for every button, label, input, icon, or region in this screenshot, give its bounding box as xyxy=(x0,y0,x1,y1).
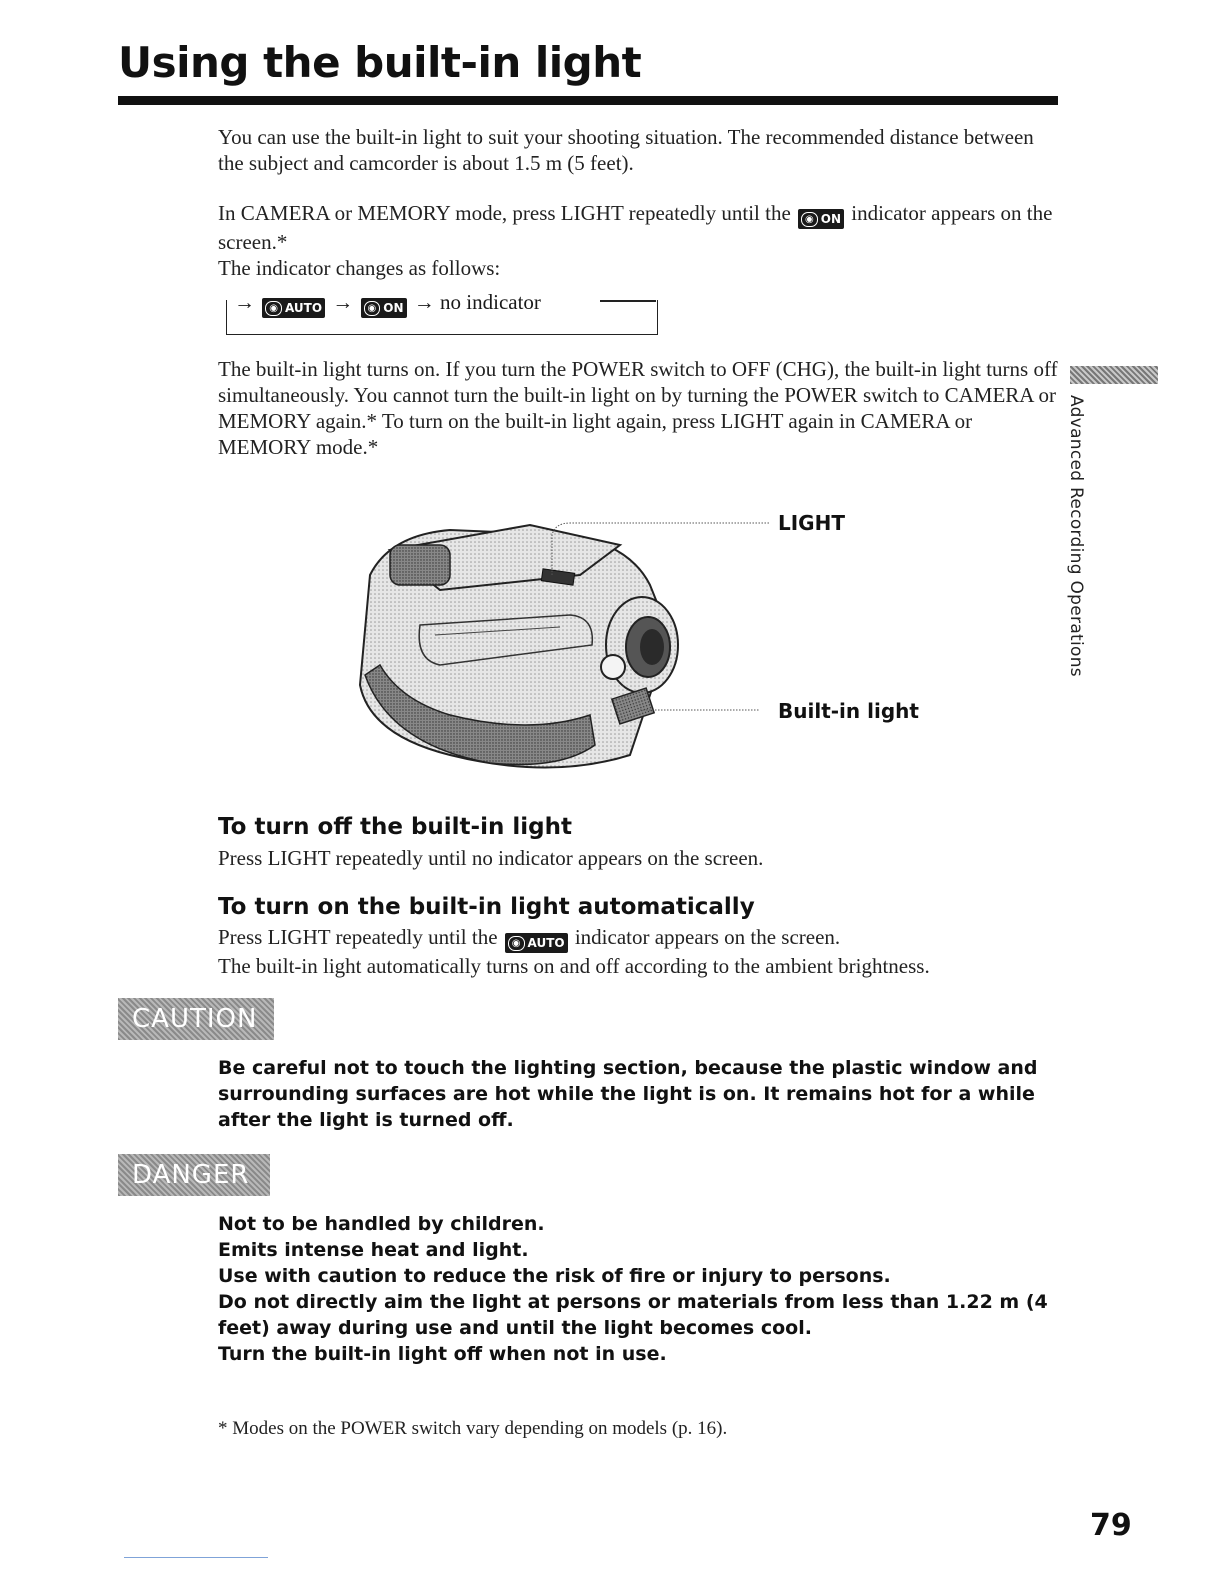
indicator-on-label: ON xyxy=(383,301,404,315)
instruction-changes: The indicator changes as follows: xyxy=(218,256,501,280)
indicator-auto-label: AUTO xyxy=(527,936,565,950)
body-paragraph: The built-in light turns on. If you turn the POWER switch to OFF (CHG), the built-in light turns off simultaneously. You cannot turn the built-in light on by turning the POWER switch to CAMERA or MEMORY again.* To turn on the built-in light again, press LIGHT again in CAMERA or MEMORY mode.* xyxy=(218,357,1058,459)
danger-line: Do not directly aim the light at persons or materials from less than 1.22 m (4 feet) away during use and until the light becomes cool. xyxy=(218,1291,1048,1339)
arrow-icon: → xyxy=(234,290,255,314)
title-rule xyxy=(118,96,1058,105)
page-number: 79 xyxy=(1090,1508,1132,1543)
section-tab-marker xyxy=(1070,366,1158,384)
light-on-indicator-icon: ◉ ON xyxy=(361,298,407,318)
no-indicator-label: no indicator xyxy=(440,290,541,314)
bottom-rule xyxy=(124,1557,268,1558)
caution-label: CAUTION xyxy=(118,998,274,1040)
danger-line: Turn the built-in light off when not in use. xyxy=(218,1343,667,1365)
camcorder-drawing xyxy=(330,505,950,805)
auto-on-text xyxy=(218,924,1058,979)
arrow-icon: → xyxy=(332,290,354,314)
light-auto-indicator-icon: ◉ AUTO xyxy=(505,933,568,953)
intro-paragraph: You can use the built-in light to suit your shooting situation. The recommended distance between the subject and camcorder is about 1.5 m (5 feet). xyxy=(218,125,1034,175)
camcorder-illustration xyxy=(330,505,950,805)
turn-off-text: Press LIGHT repeatedly until no indicator appears on the screen. xyxy=(218,846,764,870)
section-tab-label: Advanced Recording Operations xyxy=(1066,395,1086,677)
light-auto-indicator-icon: ◉ AUTO xyxy=(262,298,325,318)
danger-text xyxy=(218,1211,1078,1367)
auto-on-heading: To turn on the built-in light automatically xyxy=(218,894,755,920)
instruction-before: In CAMERA or MEMORY mode, press LIGHT repeatedly until the xyxy=(218,201,791,225)
indicator-auto-label: AUTO xyxy=(284,301,323,315)
instruction-paragraph xyxy=(218,200,1058,281)
auto-on-text2: The built-in light automatically turns on and off according to the ambient brightness. xyxy=(218,954,930,978)
danger-label: DANGER xyxy=(118,1154,270,1196)
arrow-icon: → xyxy=(413,290,435,314)
auto-on-before: Press LIGHT repeatedly until the xyxy=(218,925,498,949)
danger-line: Emits intense heat and light. xyxy=(218,1239,529,1261)
instruction-after: indicator appears on the screen.* xyxy=(218,201,1053,254)
cycle-loop-top xyxy=(600,300,656,302)
callout-light-label: LIGHT xyxy=(778,511,845,535)
light-on-indicator-icon: ◉ ON xyxy=(798,209,844,229)
page-title: Using the built-in light xyxy=(118,38,642,87)
danger-line: Not to be handled by children. xyxy=(218,1213,545,1235)
footnote: * Modes on the POWER switch vary depending on models (p. 16). xyxy=(218,1418,728,1439)
caution-text: Be careful not to touch the lighting section, because the plastic window and surrounding surfaces are hot while the light is on. It remains hot for a while after the light is turned off. xyxy=(218,1057,1038,1131)
danger-line: Use with caution to reduce the risk of fire or injury to persons. xyxy=(218,1265,891,1287)
callout-builtin-light-label: Built-in light xyxy=(778,699,919,723)
turn-off-heading: To turn off the built-in light xyxy=(218,814,572,840)
indicator-on-label: ON xyxy=(820,212,841,226)
indicator-cycle-diagram xyxy=(226,290,656,334)
auto-on-after: indicator appears on the screen. xyxy=(574,925,841,949)
